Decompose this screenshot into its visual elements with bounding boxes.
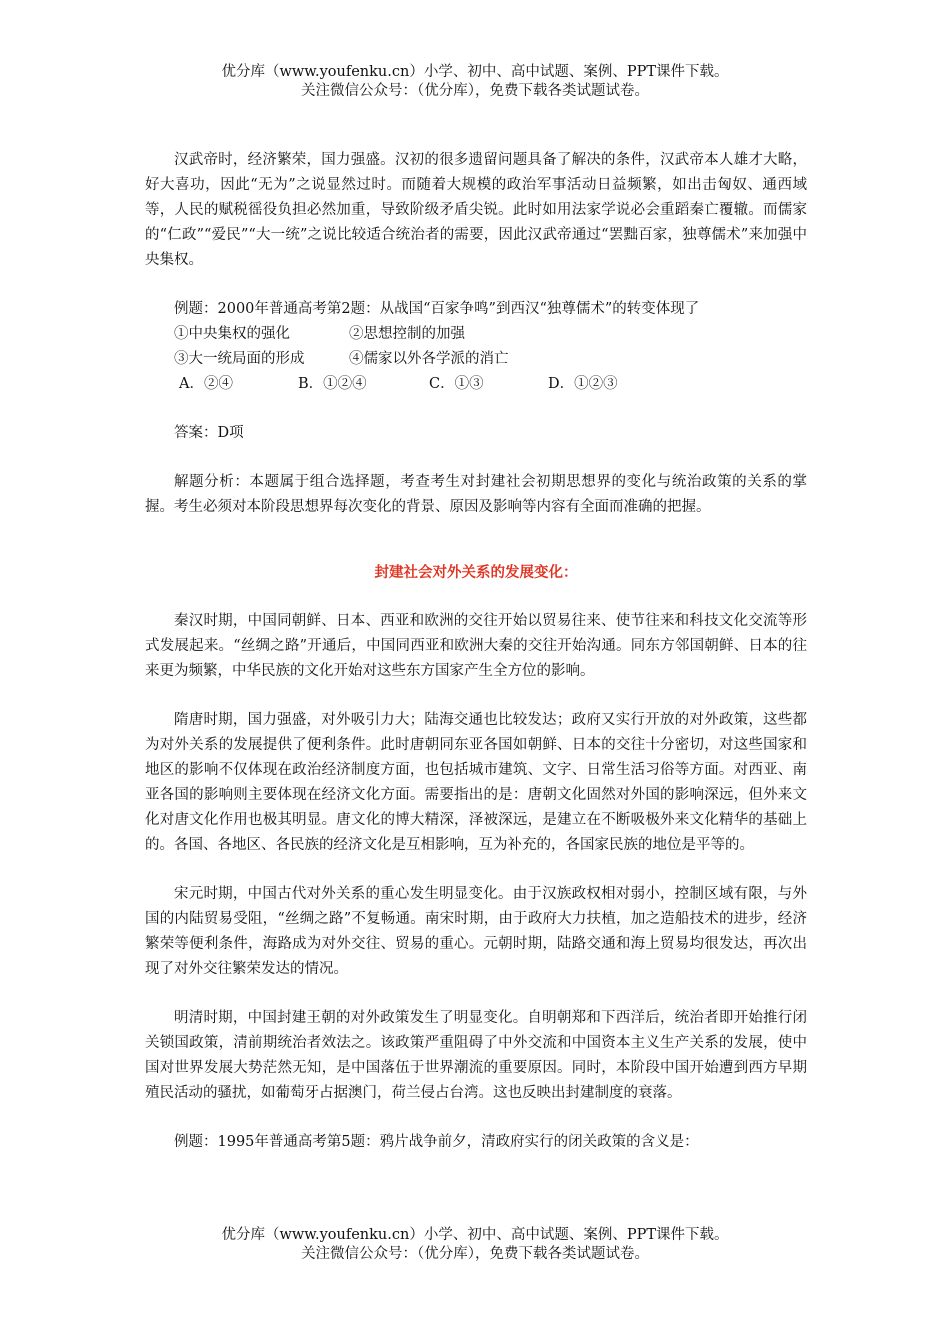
example-1-items-row-1 <box>145 322 807 347</box>
option-a: A．②④ <box>179 376 233 392</box>
header-line-2: 关注微信公众号：（优分库），免费下载各类试题试卷。 <box>301 83 649 99</box>
ming-qing-paragraph: 明清时期，中国封建王朝的对外政策发生了明显变化。自明朝郑和下西洋后，统治者即开始推行闭关锁国政策，清前期统治者效法之。该政策严重阻碍了中外交流和中国资本主义生产关系的发展，使中国对世界发展大势茫然无知，是中国落伍于世界潮流的重要原因。同时，本阶段中国开始遭到西方早期殖民活动的骚扰，如葡萄牙占据澳门，荷兰侵占台湾。这也反映出封建制度的衰落。 <box>145 1010 807 1101</box>
footer-line-2: 关注微信公众号：（优分库），免费下载各类试题试卷。 <box>301 1246 649 1262</box>
option-c: C．①③ <box>429 376 484 392</box>
example-1-analysis: 解题分析：本题属于组合选择题，考查考生对封建社会初期思想界的变化与统治政策的关系的掌握。考生必须对本阶段思想界每次变化的背景、原因及影响等内容有全面而准确的把握。 <box>145 474 807 515</box>
item-3: ③大一统局面的形成 <box>174 351 305 367</box>
page-footer <box>0 1226 950 1264</box>
example-1-options <box>145 372 807 397</box>
section-heading: 封建社会对外关系的发展变化： <box>374 564 578 581</box>
item-2: ②思想控制的加强 <box>349 326 465 342</box>
example-1-question: 例题：2000年普通高考第2题：从战国“百家争鸣”到西汉“独尊儒术”的转变体现了 <box>174 301 700 317</box>
example-2-question: 例题：1995年普通高考第5题：鸦片战争前夕，清政府实行的闭关政策的含义是： <box>174 1134 699 1150</box>
option-d: D．①②③ <box>548 376 618 392</box>
example-1-answer: 答案：D项 <box>174 425 244 441</box>
document-body <box>145 148 807 1155</box>
header-line-1: 优分库（www.youfenku.cn）小学、初中、高中试题、案例、PPT课件下载。 <box>221 64 729 80</box>
qin-han-paragraph: 秦汉时期，中国同朝鲜、日本、西亚和欧洲的交往开始以贸易往来、使节往来和科技文化交流等形式发展起来。“丝绸之路”开通后，中国同西亚和欧洲大秦的交往开始沟通。同东方邻国朝鲜、日本的往来更为频繁，中华民族的文化开始对这些东方国家产生全方位的影响。 <box>145 613 807 679</box>
example-question-1 <box>145 297 807 397</box>
option-b: B．①②④ <box>298 376 367 392</box>
footer-line-1: 优分库（www.youfenku.cn）小学、初中、高中试题、案例、PPT课件下载。 <box>221 1227 729 1243</box>
han-wudi-paragraph: 汉武帝时，经济繁荣，国力强盛。汉初的很多遗留问题具备了解决的条件，汉武帝本人雄才大略，好大喜功，因此“无为”之说显然过时。而随着大规模的政治军事活动日益频繁，如出击匈奴、通西域等，人民的赋税徭役负担必然加重，导致阶级矛盾尖锐。此时如用法家学说必会重蹈秦亡覆辙。而儒家的“仁政”“爱民”“大一统”之说比较适合统治者的需要，因此汉武帝通过“罢黜百家，独尊儒术”来加强中央集权。 <box>145 152 807 268</box>
song-yuan-paragraph: 宋元时期，中国古代对外关系的重心发生明显变化。由于汉族政权相对弱小，控制区域有限，与外国的内陆贸易受阻，“丝绸之路”不复畅通。南宋时期，由于政府大力扶植，加之造船技术的进步，经济繁荣等便利条件，海路成为对外交往、贸易的重心。元朝时期，陆路交通和海上贸易均很发达，再次出现了对外交往繁荣发达的情况。 <box>145 886 807 977</box>
item-4: ④儒家以外各学派的消亡 <box>349 351 509 367</box>
sui-tang-paragraph: 隋唐时期，国力强盛，对外吸引力大；陆海交通也比较发达；政府又实行开放的对外政策，这些都为对外关系的发展提供了便利条件。此时唐朝同东亚各国如朝鲜、日本的交往十分密切，对这些国家和地区的影响不仅体现在政治经济制度方面，也包括城市建筑、文字、日常生活习俗等方面。对西亚、南亚各国的影响则主要体现在经济文化方面。需要指出的是：唐朝文化固然对外国的影响深远，但外来文化对唐文化作用也极其明显。唐文化的博大精深，泽被深远，是建立在不断吸极外来文化精华的基础上的。各国、各地区、各民族的经济文化是互相影响，互为补充的，各国家民族的地位是平等的。 <box>145 712 807 853</box>
item-1: ①中央集权的强化 <box>174 326 290 342</box>
example-1-items-row-2 <box>145 347 807 372</box>
page-header <box>0 63 950 101</box>
